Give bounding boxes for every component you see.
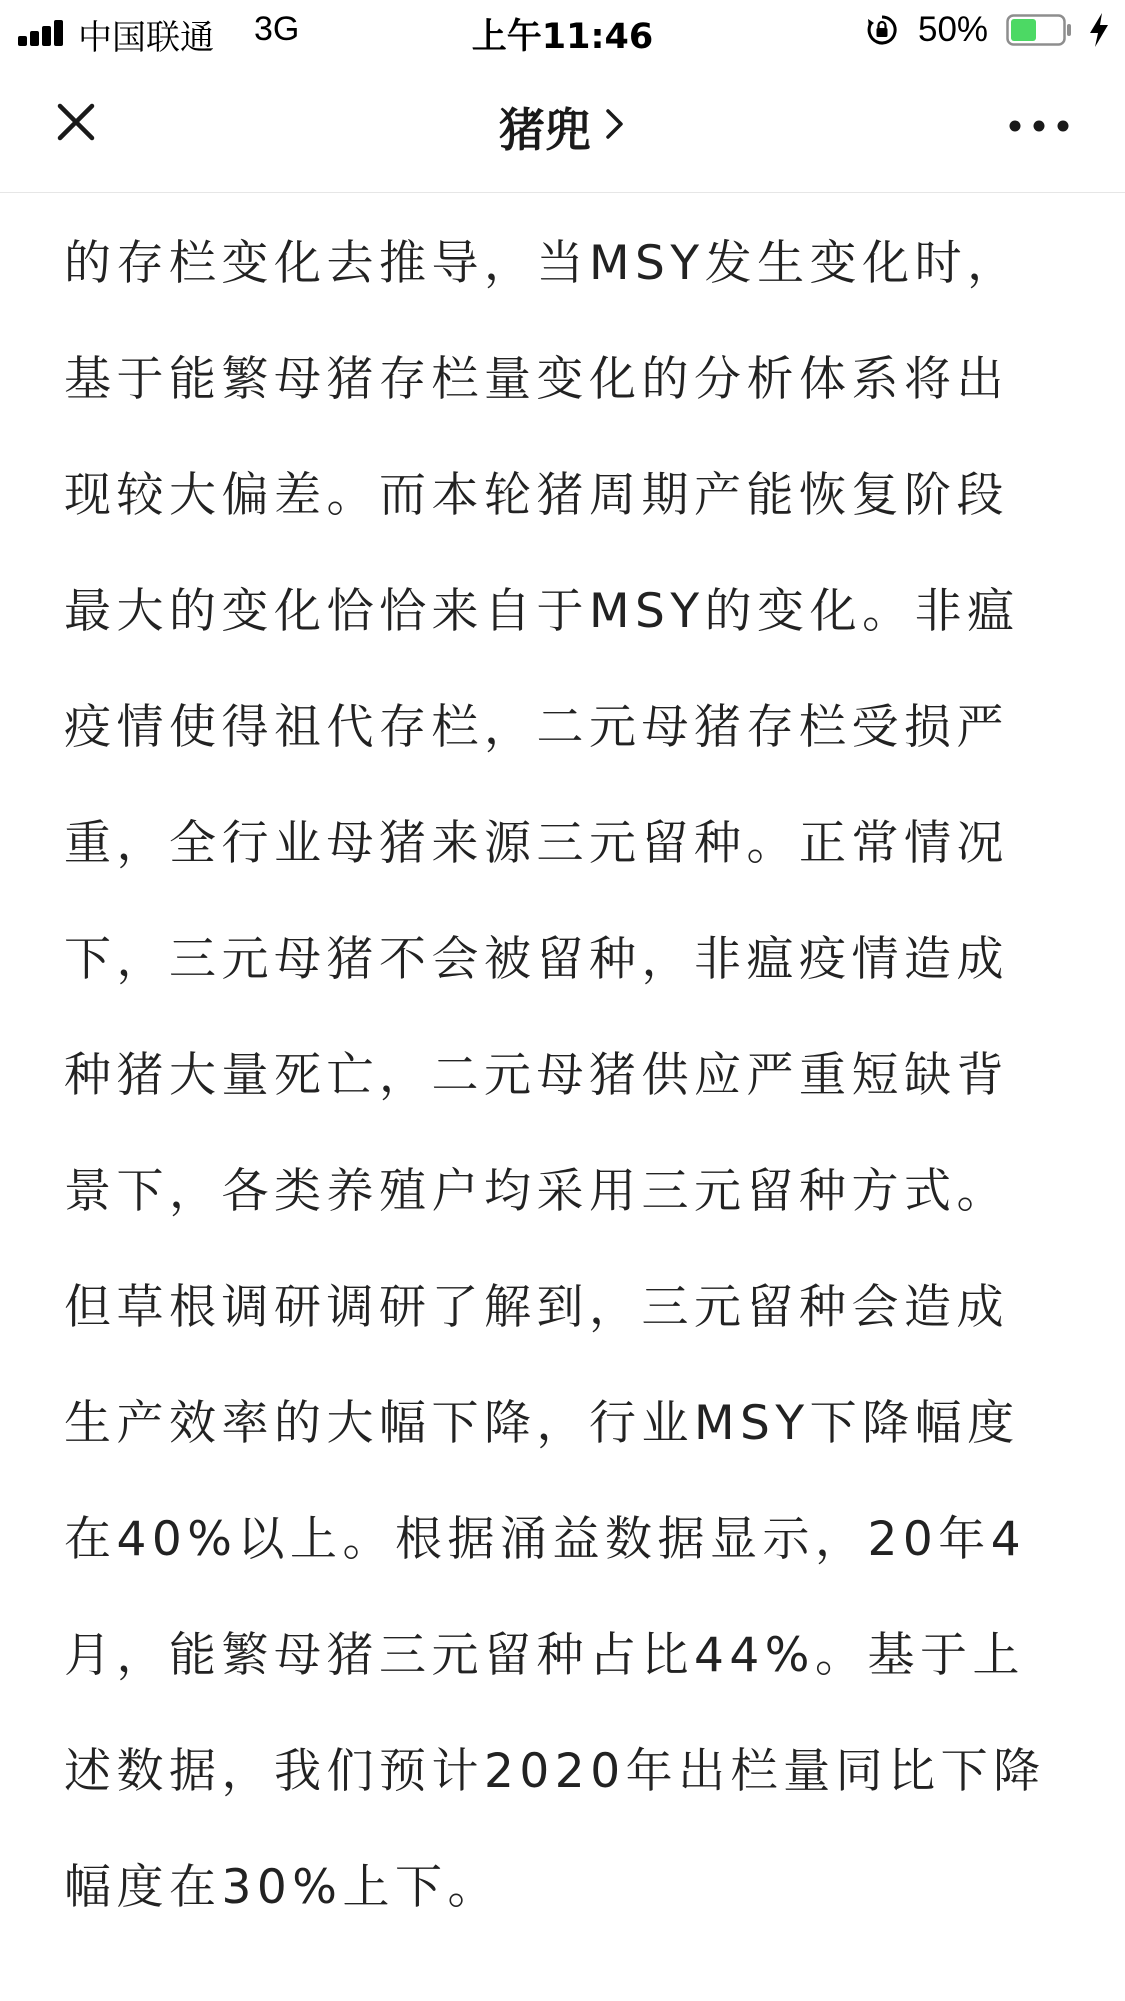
nav-title-group [0,94,1125,160]
article-line: 生产效率的大幅下降，行业MSY下降幅度 [64,1396,1020,1451]
article-line: 基于能繁母猪存栏量变化的分析体系将出 [64,352,1009,407]
article-line: 幅度在30%上下。 [64,1860,500,1915]
charging-bolt-icon [1088,12,1110,48]
battery-icon [1006,14,1072,46]
carrier-name: 中国联通 [78,18,214,58]
article-line: 月，能繁母猪三元留种占比44%。基于上 [64,1628,1025,1683]
article-body [64,235,1064,1975]
article-line: 但草根调研调研了解到，三元留种会造成 [64,1280,1009,1335]
network-type: 3G [254,10,300,48]
article-line: 现较大偏差。而本轮猪周期产能恢复阶段 [64,468,1009,523]
nav-bar [0,62,1125,193]
page-title[interactable]: 猪兜 [498,103,591,157]
article-line: 述数据，我们预计2020年出栏量同比下降 [64,1744,1046,1799]
article-line: 下，三元母猪不会被留种，非瘟疫情造成 [64,932,1009,987]
more-icon[interactable] [1008,114,1074,146]
battery-percent: 50% [918,10,989,49]
article-line: 最大的变化恰恰来自于MSY的变化。非瘟 [64,584,1020,639]
article-line: 景下，各类养殖户均采用三元留种方式。 [64,1164,1009,1219]
article-line: 种猪大量死亡，二元母猪供应严重短缺背 [64,1048,1009,1103]
article-line: 疫情使得祖代存栏，二元母猪存栏受损严 [64,700,1009,755]
article-line: 重，全行业母猪来源三元留种。正常情况 [64,816,1009,871]
article-line: 在40%以上。根据涌益数据显示，20年4 [64,1512,1027,1567]
article-line: 的存栏变化去推导，当MSY发生变化时， [64,236,1020,291]
chevron-right-icon[interactable] [604,107,626,141]
status-time: 上午11:46 [471,17,654,57]
status-bar [0,0,1125,62]
orientation-lock-icon [866,14,898,46]
